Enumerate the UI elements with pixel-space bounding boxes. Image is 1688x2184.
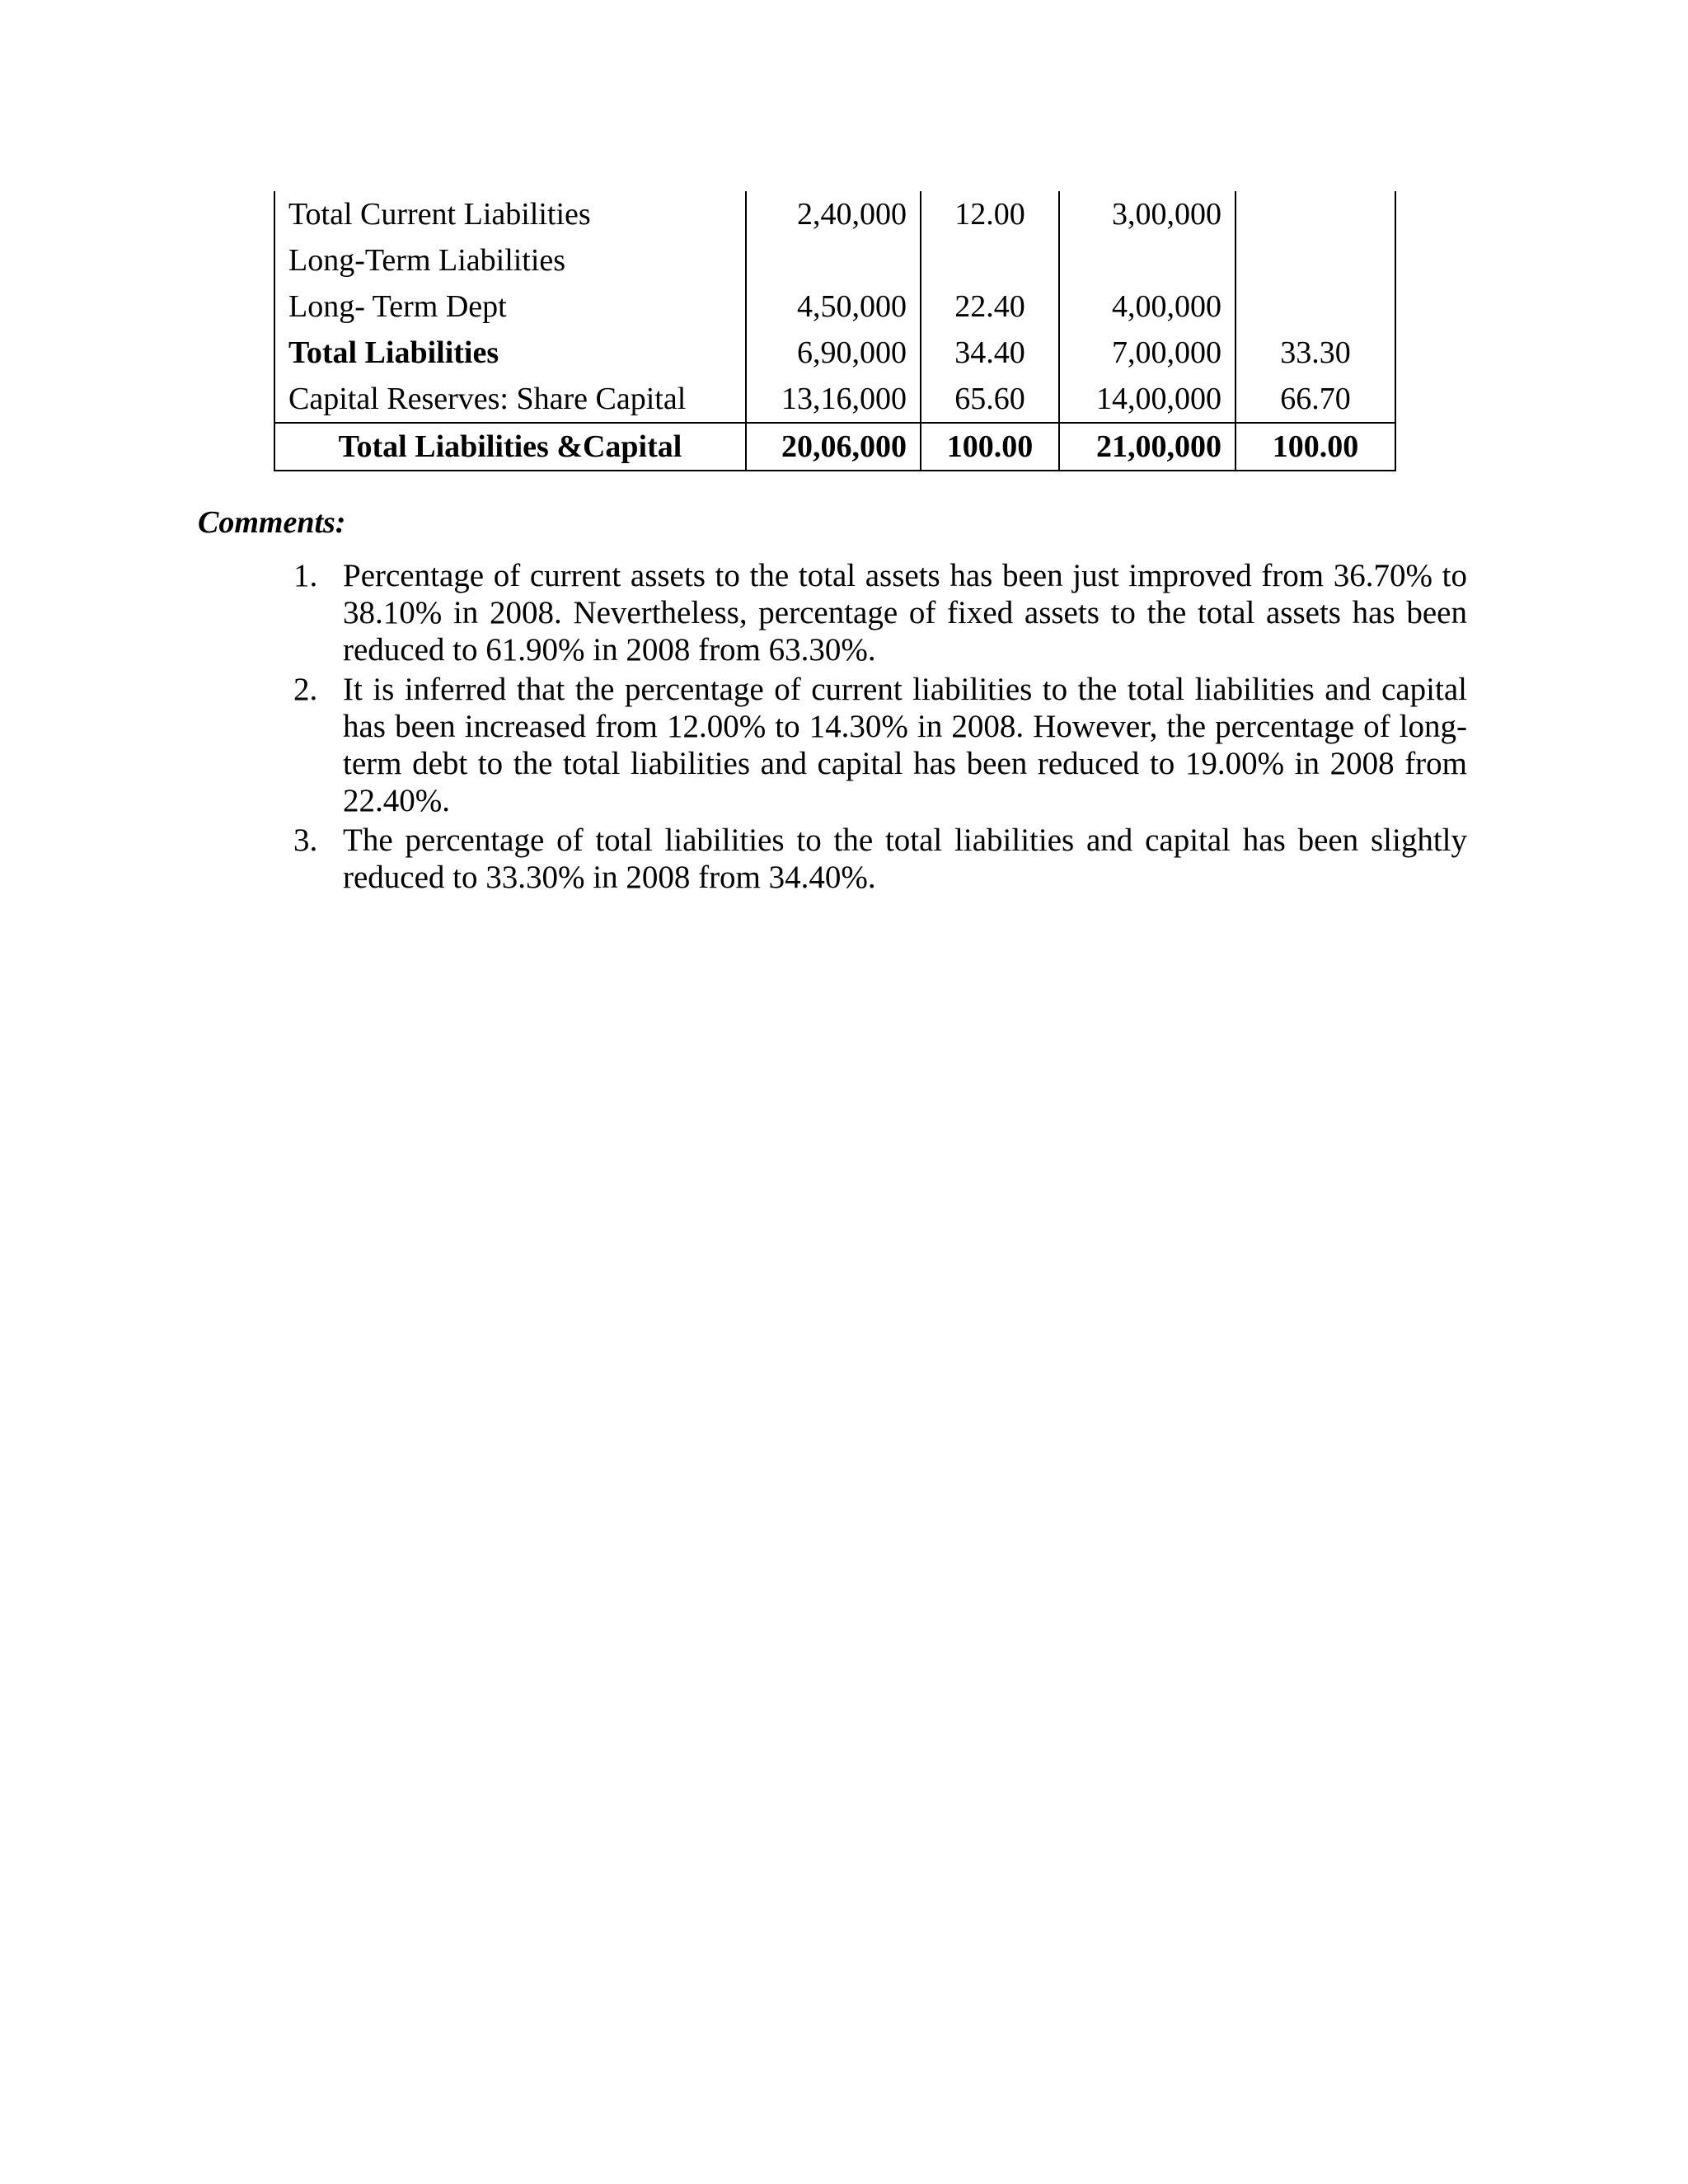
table-row-capital-reserves [274, 376, 1395, 423]
comment-item [293, 822, 1467, 896]
comment-item [293, 671, 1467, 819]
value-2008: 4,00,000 [1059, 284, 1236, 330]
value-2007: 20,06,000 [746, 423, 921, 471]
value-2008 [1059, 237, 1236, 284]
table-row-total-current-liabilities [274, 191, 1395, 237]
value-2007: 6,90,000 [746, 330, 921, 376]
value-2008: 21,00,000 [1059, 423, 1236, 471]
percent-2007: 34.40 [921, 330, 1059, 376]
value-2007 [746, 237, 921, 284]
percent-2008: 100.00 [1236, 423, 1395, 471]
comment-number: 1. [293, 558, 318, 593]
percent-2007: 100.00 [921, 423, 1059, 471]
percent-2007: 22.40 [921, 284, 1059, 330]
comment-number: 2. [293, 672, 318, 707]
value-2008: 14,00,000 [1059, 376, 1236, 423]
table-row-long-term-liabilities [274, 237, 1395, 284]
comments-heading: Comments: [198, 505, 346, 540]
value-2008: 3,00,000 [1059, 191, 1236, 237]
percent-2008 [1236, 237, 1395, 284]
row-label: Long-Term Liabilities [274, 237, 746, 284]
value-2008: 7,00,000 [1059, 330, 1236, 376]
percent-2008 [1236, 284, 1395, 330]
comment-text: The percentage of total liabilities to the total liabilities and capital has been slightly reduced to 33.30% in 2008 from 34.40%. [343, 823, 1467, 895]
value-2007: 13,16,000 [746, 376, 921, 423]
row-label: Total Current Liabilities [274, 191, 746, 237]
percent-2008: 33.30 [1236, 330, 1395, 376]
row-label: Total Liabilities [274, 330, 746, 376]
percent-2007: 12.00 [921, 191, 1059, 237]
comments-list [293, 557, 1467, 898]
percent-2007 [921, 237, 1059, 284]
table-row-total-liabilities-capital [274, 423, 1395, 471]
comment-item [293, 557, 1467, 668]
comment-number: 3. [293, 823, 318, 858]
liabilities-capital-table [274, 191, 1396, 471]
value-2007: 4,50,000 [746, 284, 921, 330]
table-row-total-liabilities [274, 330, 1395, 376]
comment-text: Percentage of current assets to the total assets has been just improved from 36.70% to 38.10% in 2008. Nevertheless, percentage of fixed assets to the total assets has been reduced to 61.90% in 2008 from 63.30%. [343, 558, 1467, 668]
percent-2007: 65.60 [921, 376, 1059, 423]
row-label: Capital Reserves: Share Capital [274, 376, 746, 423]
percent-2008: 66.70 [1236, 376, 1395, 423]
row-label: Long- Term Dept [274, 284, 746, 330]
table-row-long-term-debt [274, 284, 1395, 330]
percent-2008 [1236, 191, 1395, 237]
row-label: Total Liabilities &Capital [274, 423, 746, 471]
liabilities-table-wrapper [274, 191, 1395, 471]
value-2007: 2,40,000 [746, 191, 921, 237]
comment-text: It is inferred that the percentage of current liabilities to the total liabilities and capital has been increased from 12.00% to 14.30% in 2008. However, the percentage of long-term debt to the total liabilities and capital has been reduced to 19.00% in 2008 from 22.40%. [343, 672, 1467, 818]
